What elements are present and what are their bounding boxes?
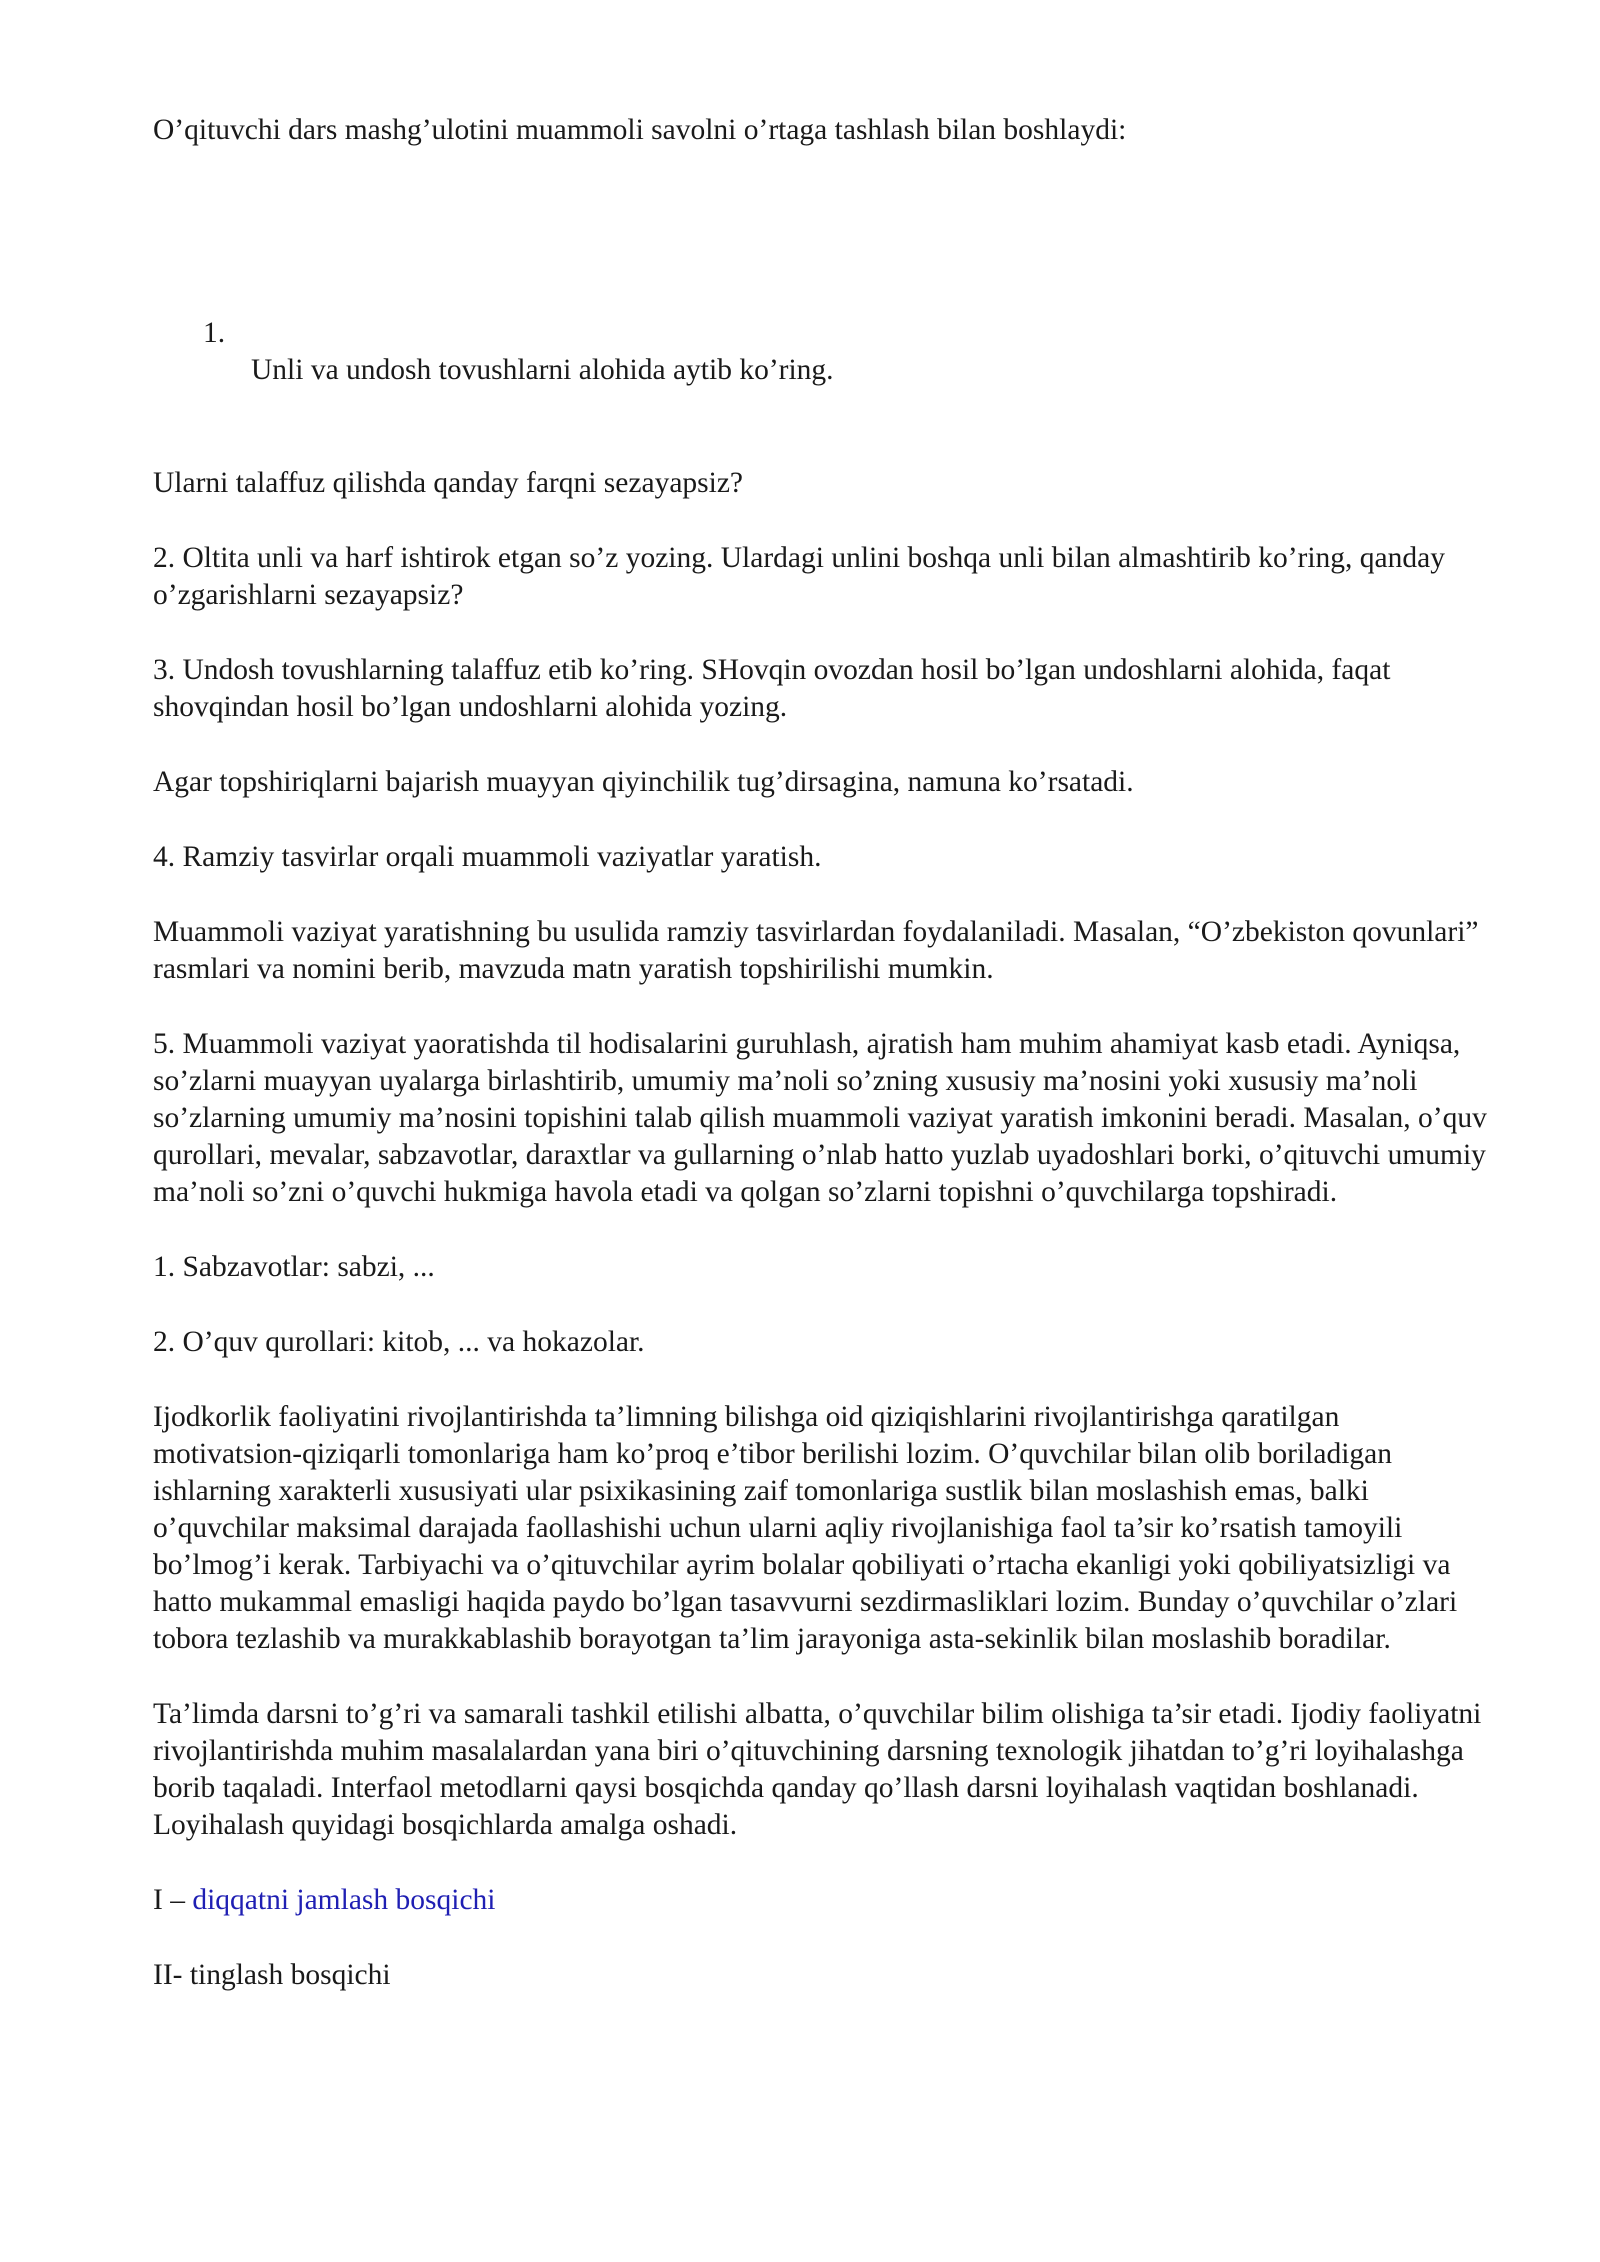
document-page	[153, 112, 1493, 1994]
agar-paragraph: Agar topshiriqlarni bajarish muayyan qiyinchilik tug’dirsagina, namuna ko’rsatadi.	[153, 766, 1134, 798]
stage-1-paragraph	[153, 1882, 1493, 1919]
talimda-paragraph: Ta’limda darsni to’g’ri va samarali tashkil etilishi albatta, o’quvchilar bilim olishiga ta’sir etadi. Ijodiy faoliyatni rivojlantirishda muhim masalalardan yana biri o’qituvchining darsning texnologik jihatdan to’g’ri loyihalashga borib taqaladi. Interfaol metodlarni qaysi bosqichda qanday qo’llash darsni loyihalash vaqtidan boshlanadi. Loyihalash quyidagi bosqichlarda amalga oshadi.	[153, 1698, 1482, 1841]
paragraph-4: 4. Ramziy tasvirlar orqali muammoli vaziyatlar yaratish.	[153, 841, 822, 873]
list-item-number: 1.	[203, 317, 226, 349]
sabzavot-paragraph: 1. Sabzavotlar: sabzi, ...	[153, 1251, 435, 1283]
stage-1-link[interactable]: diqqatni jamlash bosqichi	[192, 1884, 496, 1916]
muammoli-paragraph: Muammoli vaziyat yaratishning bu usulida ramziy tasvirlardan foydalaniladi. Masalan, “O’zbekiston qovunlari” rasmlari va nomini berib, mavzuda matn yaratish topshirilishi mumkin.	[153, 916, 1479, 985]
paragraph-5: 5. Muammoli vaziyat yaoratishda til hodisalarini guruhlash, ajratish ham muhim ahamiyat kasb etadi. Ayniqsa, so’zlarni muayyan uyalarga birlashtirib, umumiy ma’noli so’zning xususiy ma’nosini yoki xususiy ma’noli so’zlarning umumiy ma’nosini topishini talab qilish muammoli vaziyat yaratish imkonini beradi. Masalan, o’quv qurollari, mevalar, sabzavotlar, daraxtlar va gullarning o’nlab hatto yuzlab uyadoshlari borki, o’qituvchi umumiy ma’noli so’zni o’quvchi hukmiga havola etadi va qolgan so’zlarni topishni o’quvchilarga topshiradi.	[153, 1028, 1487, 1208]
oquv-paragraph: 2. O’quv qurollari: kitob, ... va hokazolar.	[153, 1326, 645, 1358]
stage-2-paragraph: II- tinglash bosqichi	[153, 1959, 391, 1991]
intro-paragraph: O’qituvchi dars mashg’ulotini muammoli savolni o’rtaga tashlash bilan boshlaydi:	[153, 114, 1127, 146]
question-paragraph: Ularni talaffuz qilishda qanday farqni sezayapsiz?	[153, 467, 744, 499]
paragraph-3: 3. Undosh tovushlarning talaffuz etib ko’ring. SHovqin ovozdan hosil bo’lgan undoshlarni alohida, faqat shovqindan hosil bo’lgan undoshlarni alohida yozing.	[153, 654, 1391, 723]
stage-1-prefix: I –	[153, 1884, 193, 1916]
list-item-text: Unli va undosh tovushlarni alohida aytib ko’ring.	[251, 354, 834, 386]
numbered-list	[153, 315, 1493, 389]
paragraph-2: 2. Oltita unli va harf ishtirok etgan so’z yozing. Ulardagi unlini boshqa unli bilan almashtirib ko’ring, qanday o’zgarishlarni sezayapsiz?	[153, 542, 1445, 611]
ijodkorlik-paragraph: Ijodkorlik faoliyatini rivojlantirishda ta’limning bilishga oid qiziqishlarini rivojlantirishga qaratilgan motivatsion-qiziqarli tomonlariga ham ko’proq e’tibor berilishi lozim. O’quvchilar bilan olib boriladigan ishlarning xarakterli xususiyati ular psixikasining zaif tomonlariga sustlik bilan moslashish emas, balki o’quvchilar maksimal darajada faollashishi uchun ularni aqliy rivojlanishiga faol ta’sir ko’rsatish tamoyili bo’lmog’i kerak. Tarbiyachi va o’qituvchilar ayrim bolalar qobiliyati o’rtacha ekanligi yoki qobiliyatsizligi va hatto mukammal emasligi haqida paydo bo’lgan tasavvurni sezdirmasliklari lozim. Bunday o’quvchilar o’zlari tobora tezlashib va murakkablashib borayotgan ta’lim jarayoniga asta-sekinlik bilan moslashib boradilar.	[153, 1401, 1458, 1655]
